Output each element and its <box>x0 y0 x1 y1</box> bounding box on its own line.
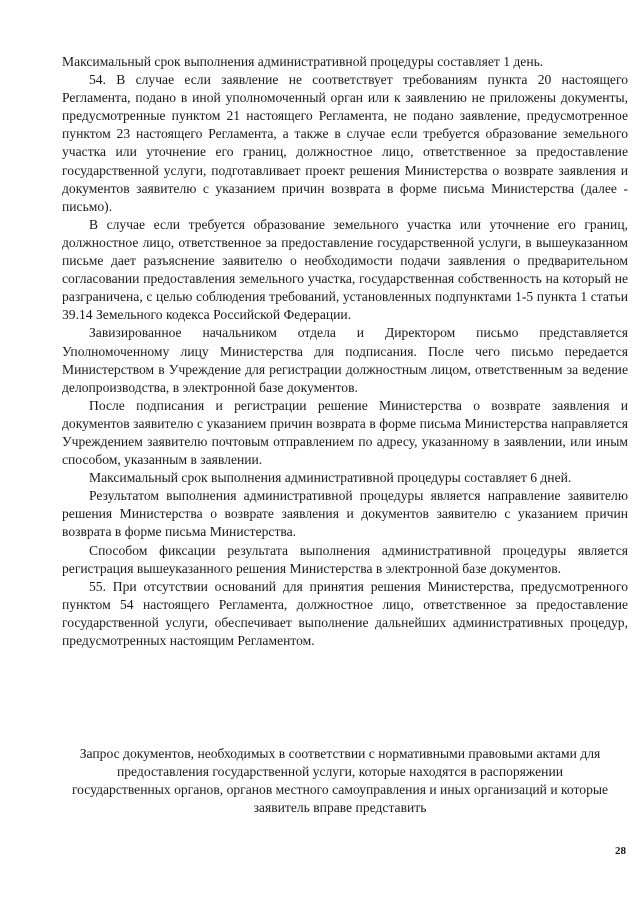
paragraph-clause-55: 55. При отсутствии оснований для принятия решения Министерства, предусмотренного пунктом 54 настоящего Регламента, должностное лицо, ответственное за предоставление государственной услуги, обеспечивает выполнение дальнейших административных процедур, предусмотренных настоящим Регламентом. <box>62 578 628 648</box>
paragraph-letter-sending: После подписания и регистрации решение Министерства о возврате заявления и документов заявителю с указанием причин возврата в форме письма Министерства направляется Учреждением заявителю почтовым отправлением по адресу, указанному в заявлении, или иным способом, указанным в заявлении. <box>62 397 628 468</box>
paragraph-letter-signing: Завизированное начальником отдела и Директором письмо представляется Уполномоченному лицу Министерства для подписания. После чего письмо передается Министерством в Учреждение для регистрации должностным лицом, ответственным за ведение делопроизводства, в электронной базе документов. <box>62 325 628 395</box>
paragraph-max-term-1: Максимальный срок выполнения административной процедуры составляет 1 день. <box>62 54 544 69</box>
paragraph-max-term-6: Максимальный срок выполнения административной процедуры составляет 6 дней. <box>89 470 572 486</box>
paragraph-result-fixation: Способом фиксации результата выполнения административной процедуры является регистрация вышеуказанного решения Министерства в электронной базе документов. <box>62 542 628 576</box>
paragraph-land-plot-clarification: В случае если требуется образование земельного участка или уточнение его границ, должностное лицо, ответственное за предоставление государственной услуги, в вышеуказанном письме дает разъяснение заявителю о необходимости подачи заявления о предварительном согласовании предоставления земельного участка, государственная собственность на который не разграничена, с целью соблюдения требований, установленных подпунктами 1-5 пункта 1 статьи 39.14 Земельного кодекса Российской Федерации. <box>62 216 628 323</box>
page-number: 28 <box>615 845 626 857</box>
paragraph-procedure-result: Результатом выполнения административной процедуры является направление заявителю решения Министерства о возврате заявления и документов заявителю с указанием причин возврата в форме письма Министерства. <box>62 488 628 540</box>
section-heading: Запрос документов, необходимых в соответствии с нормативными правовыми актами для предоставления государственной услуги, которые находятся в распоряжении государственных органов, органов местного самоуправления и иных организаций и которые заявитель вправе представить <box>71 746 609 816</box>
paragraph-clause-54: 54. В случае если заявление не соответствует требованиям пункта 20 настоящего Регламента, подано в иной уполномоченный орган или к заявлению не приложены документы, предусмотренные пунктом 21 настоящего Регламента, не подано заявление, предусмотренное пунктом 23 настоящего Регламента, а также в случае если требуется образование земельного участка или уточнение его границ, должностное лицо, ответственное за предоставление государственной услуги, подготавливает проект решения Министерства о возврате заявления и документов заявителю с указанием причин возврата в форме письма Министерства (далее - письмо). <box>62 72 628 214</box>
document-body <box>62 53 628 650</box>
